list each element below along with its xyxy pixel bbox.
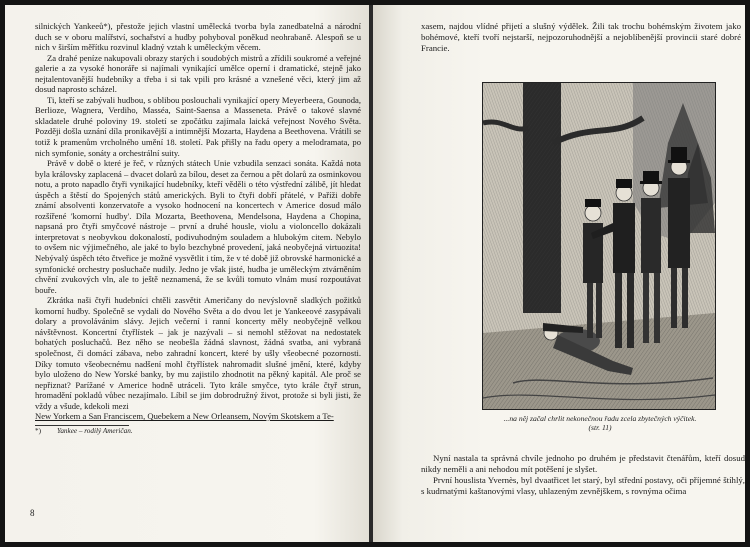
engraving-illustration xyxy=(482,82,716,410)
left-paragraph-4: Právě v době o které je řeč, v různých státech Unie vzbudila senzaci sonáta. Každá nota byla královsky zaplacená – dvacet dolarů za bílou, deset za černou a pět dolarů za osminkovou notu, a proto napadlo čtyři vynikající hudebníky, kteří věděli o této výstřední zálibě, jít hledat úspěch a štěstí do Spojených států amerických. Byli to čtyři dobří přátelé, v Paříži dobře známí absolventi konzervatoře a vysoko hodnocení na koncertech v Americe dosud málo rozšířené 'komorní hudby'. Díla Mozarta, Beethovena, Mendelsona, Haydena a Chopina, napsaná pro čtyři smyčcové nástroje – první a druhé housle, violu a violoncello dokázali interpretovat s neobyvkou dokonalostí, podivuhodným souladem a hlubokým citem. Nebylo to ovšem nic výjimečného, ale jaké to bylo bezchybné provedení, jaká neobyčejná virtuozita! Nebývalý úspěch této čtveřice je možné vysvětlit i tím, že v té době již obrovské harmonické a symfonické orchestry posluchače nudily. Jedno je však jisté, hudba je uměleckým ztvárněním chvění zvukových vln, ale to ještě neznamená, že se kvůli tomuto vlnám musí rozpoutávat bouře. xyxy=(35,158,361,295)
right-paragraph-2: První houslista Yvernès, byl dvaatřicet let starý, byl střední postavy, oči příjemné štíhlý, s kudrnatými kaštanovými vlasy, uhlazeným zevnějškem, s rovnýma očima xyxy=(421,475,745,496)
footnote-text: Yankee – rodilý Američan. xyxy=(57,426,133,435)
footnote-marker: *) xyxy=(35,426,41,435)
left-paragraph-3: Ti, kteří se zabývali hudbou, s oblibou poslouchali vynikající opery Meyerbeera, Gounoda, Berlioze, Wagnera, Verdiho, Masséa, Saint-Saensa a Masseneta. Právě o takové slavné skladatele druhé poloviny 19. století se zpočátku zajímala laická veřejnost Nového Světa. Později došla uznání díla pronikavější a intimnější Mozarta, Haydena a Beethovena. Vrátili se totiž k pramenům vrcholného umění 18. století. Pak přišly na řadu opery a melodramata, po nich symfonie, sonáty a orchestrální suity. xyxy=(35,94,361,158)
forest-scene-image xyxy=(483,83,715,409)
left-paragraph-1: silnických Yankeeů*), přestože jejich vlastní umělecká tvorba byla zanedbatelná a národní duch se v oboru malířství, sochařství a hudby pohyboval poněkud neohrabaně. Alespoň se u nich v širším měřítku rozvinul kladný vztah k uměleckým věcem. xyxy=(35,21,361,53)
caption-line-2: (str. 11) xyxy=(588,423,612,432)
footnote-rule xyxy=(35,425,129,426)
left-page xyxy=(5,5,369,542)
right-top-paragraph: xasem, najdou vlídné přijetí a slušný výdělek. Žili tak trochu bohémským životem jako bohémové, kteří tvoří nejstarší, nejpozoruhodnější a nejoblíbenější provincii staré dobré Francie. xyxy=(421,21,741,53)
illustration-caption xyxy=(470,414,730,432)
left-paragraph-5: Zkrátka naši čtyři hudebníci chtěli zasvětit Američany do nevýslovně sladkých požitků komorní hudby. Společně se vydali do Nového Světa a do dvou let je Yankeeové zasypávali dolary a provolávánim slávy. Jejich večerní i ranní koncerty měly neobyčejně velkou návštěvnost. Koncertní čtyřlístek – jak je nazývali – si nemohl stěžovat na nedostatek bohatých posluchačů. Bez něho se neobešla žádná slavnost, žádná svatba, ani vybraná společnost, či domácí zábava, nebo zahradní koncert, které by ušly všeobecné pozornosti. Díky tomuto všeobecnému nadšení mohl čtyřlístek nahromadit slušné jmění, které, kdyby bylo uloženo do New Yorské banky, by mu zajistilo zhodnotit na pěkný kapitál. Ale proč se nepřiznat? Parížané v Americe hodně utráceli. Tyto krále smyčce, tyto krále čtyř strun, hromadění pokladů vůbec nezajímalo. Líbil se jim dobrodružný život, protože si byli jisti, že vždy a všude, kdekoli mezi xyxy=(35,295,361,411)
footnote xyxy=(35,427,361,436)
page-number: 8 xyxy=(30,508,35,518)
caption-line-1: ...na něj začal chrlit nekonečnou řadu zcela zbytečných výčitek. xyxy=(503,414,697,423)
left-paragraph-2: Za drahé peníze nakupovali obrazy starých i soudobých mistrů a zřídili soukromé a veřejné galerie a za vysoké honoráře si najímali vynikající umělce operní i dramatické, stejně jako nejtalentovanější hudebníky a třeba i si tak vpili pro krásné a vznešené věci, který jim až dosud naprosto scházel. xyxy=(35,52,361,95)
right-paragraph-1: Nyní nastala ta správná chvíle jednoho po druhém je představit čtenářům, kteří dosud nikdy neměli a ani nehodou mít potěšení je slyšet. xyxy=(421,453,745,474)
left-last-line: New Yorkem a San Franciscem, Quebekem a New Orleansem, Novým Skotskem a Te- xyxy=(35,411,334,422)
right-bottom-text xyxy=(421,453,745,497)
